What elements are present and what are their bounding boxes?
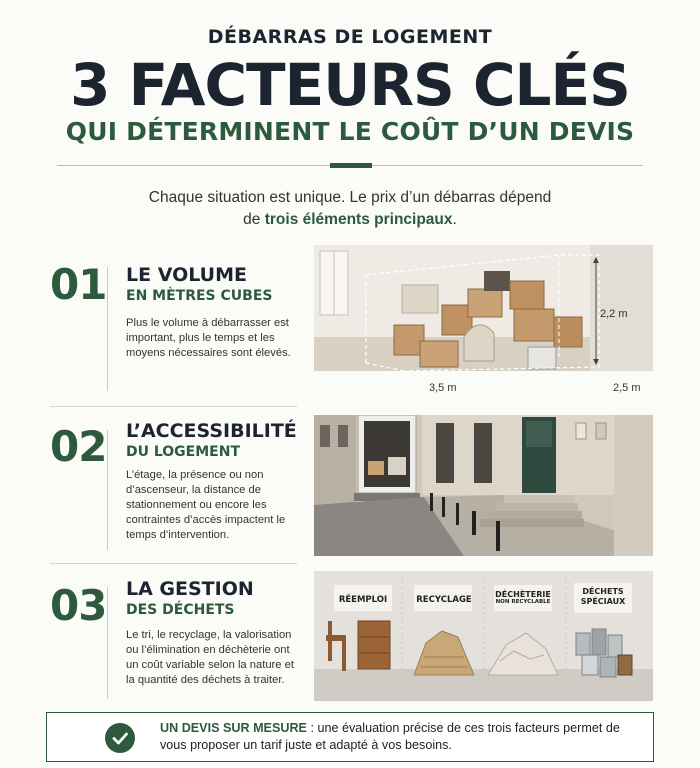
factor-description: Le tri, le recyclage, la valorisation ou l’élimination en déchèterie ont un coût variable selon la nature et la quantité des déchets à traiter. — [126, 629, 294, 686]
intro-text — [100, 187, 600, 231]
callout-body: : une évaluation précise de ces trois facteurs permet de vous proposer un tarif juste et adapté à vos besoins. — [160, 721, 620, 752]
dimension-label-depth: 2,5 m — [613, 382, 641, 394]
custom-quote-callout — [46, 712, 654, 762]
factor-subtitle: DES DÉCHETS — [126, 602, 235, 618]
factor-description: L’étage, la présence ou non d’ascenseur, la distance de stationnement ou encore les contraintes d’accès impactent le temps d’intervention. — [126, 469, 286, 541]
sign-recyclage: RECYCLAGE — [416, 595, 472, 605]
sign-dechets-speciaux-line2: SPÉCIAUX — [580, 597, 626, 606]
factor-vertical-rule — [107, 587, 108, 699]
section-divider — [50, 563, 297, 564]
factor-vertical-rule — [107, 267, 108, 391]
callout-highlight: UN DEVIS SUR MESURE — [160, 721, 307, 735]
factor-number: 02 — [50, 422, 107, 471]
dimension-label-width: 3,5 m — [429, 382, 457, 394]
sign-decheterie-line2: NON RECYCLABLE — [495, 599, 551, 605]
page-subtitle: QUI DÉTERMINENT LE COÛT D’UN DEVIS — [65, 117, 635, 146]
page-title: 3 FACTEURS CLÉS — [70, 51, 630, 119]
header-divider-accent — [330, 163, 372, 168]
factor-title: L’ACCESSIBILITÉ — [126, 420, 297, 442]
callout-text — [160, 720, 640, 754]
sign-dechets-speciaux-line1: DÉCHETS — [582, 587, 624, 596]
factor-section-volume — [47, 245, 653, 395]
checkmark-icon — [105, 723, 135, 753]
intro-highlight: trois éléments principaux — [264, 211, 453, 228]
factor-title: LE VOLUME — [126, 264, 247, 286]
intro-line-2-suffix: . — [452, 211, 457, 228]
factor-section-accessibility — [47, 414, 653, 562]
factor-vertical-rule — [107, 430, 108, 550]
sign-dechets-speciaux — [574, 587, 632, 607]
factor-subtitle: EN MÈTRES CUBES — [126, 288, 273, 304]
accessibility-street-illustration — [314, 415, 653, 556]
intro-line-2-prefix: de — [243, 211, 265, 228]
factor-title: LA GESTION — [126, 578, 254, 600]
factor-subtitle: DU LOGEMENT — [126, 444, 241, 460]
dimension-label-height: 2,2 m — [600, 308, 628, 320]
page-kicker: DÉBARRAS DE LOGEMENT — [207, 26, 493, 48]
sign-reemploi: RÉEMPLOI — [338, 595, 388, 605]
intro-line-1: Chaque situation est unique. Le prix d’un débarras dépend — [148, 189, 552, 206]
section-divider — [50, 406, 297, 407]
sign-decheterie-line1: DÉCHÈTERIE — [495, 590, 551, 599]
factor-section-waste — [47, 571, 653, 706]
factor-number: 01 — [50, 260, 107, 309]
sign-decheterie — [494, 590, 552, 605]
factor-description: Plus le volume à débarrasser est important, plus le temps et les moyens nécessaires sont élevés. — [126, 317, 291, 359]
factor-number: 03 — [50, 581, 107, 630]
